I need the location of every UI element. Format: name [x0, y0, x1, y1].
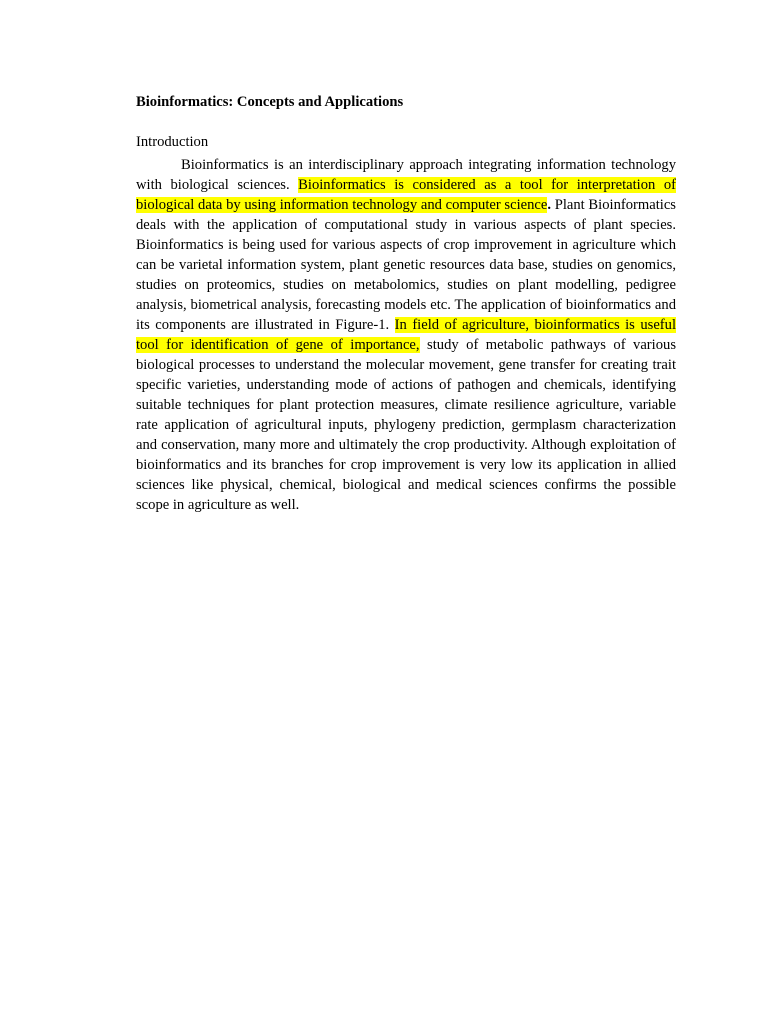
- document-page: [136, 92, 676, 515]
- paragraph-text-1: Bioinformatics is an interdisciplinary approach integrating information technology with biological sciences.: [136, 157, 676, 193]
- section-heading-introduction: Introduction: [136, 134, 209, 150]
- highlighted-text-1: Bioinformatics is considered as a tool for interpretation of biological data by using information technology and computer science: [136, 177, 676, 213]
- document-title: Bioinformatics: Concepts and Applications: [136, 94, 404, 110]
- paragraph-text-2: Plant Bioinformatics deals with the application of computational study in various aspects of plant species. Bioinformatics is being used for various aspects of crop improvement in agriculture which can be varietal information system, plant genetic resources data base, studies on genomics, studies on proteomics, studies on metabolomics, studies on plant modelling, pedigree analysis, biometrical analysis, forecasting models etc. The application of bioinformatics and its components are illustrated in Figure-1.: [136, 197, 676, 333]
- bold-period: .: [547, 197, 552, 213]
- paragraph-text-3: study of metabolic pathways of various biological processes to understand the molecular movement, gene transfer for creating trait specific varieties, understanding mode of actions of pathogen and chemicals, identifying suitable techniques for plant protection measures, climate resilience agriculture, variable rate application of agricultural inputs, phylogeny prediction, germplasm characterization and conservation, many more and ultimately the crop productivity. Although exploitation of bioinformatics and its branches for crop improvement is very low its application in allied sciences like physical, chemical, biological and medical sciences confirms the possible scope in agriculture as well.: [136, 337, 676, 513]
- highlighted-text-2: In field of agriculture, bioinformatics is useful tool for identification of gene of importance,: [136, 317, 677, 353]
- introduction-paragraph: [136, 155, 676, 515]
